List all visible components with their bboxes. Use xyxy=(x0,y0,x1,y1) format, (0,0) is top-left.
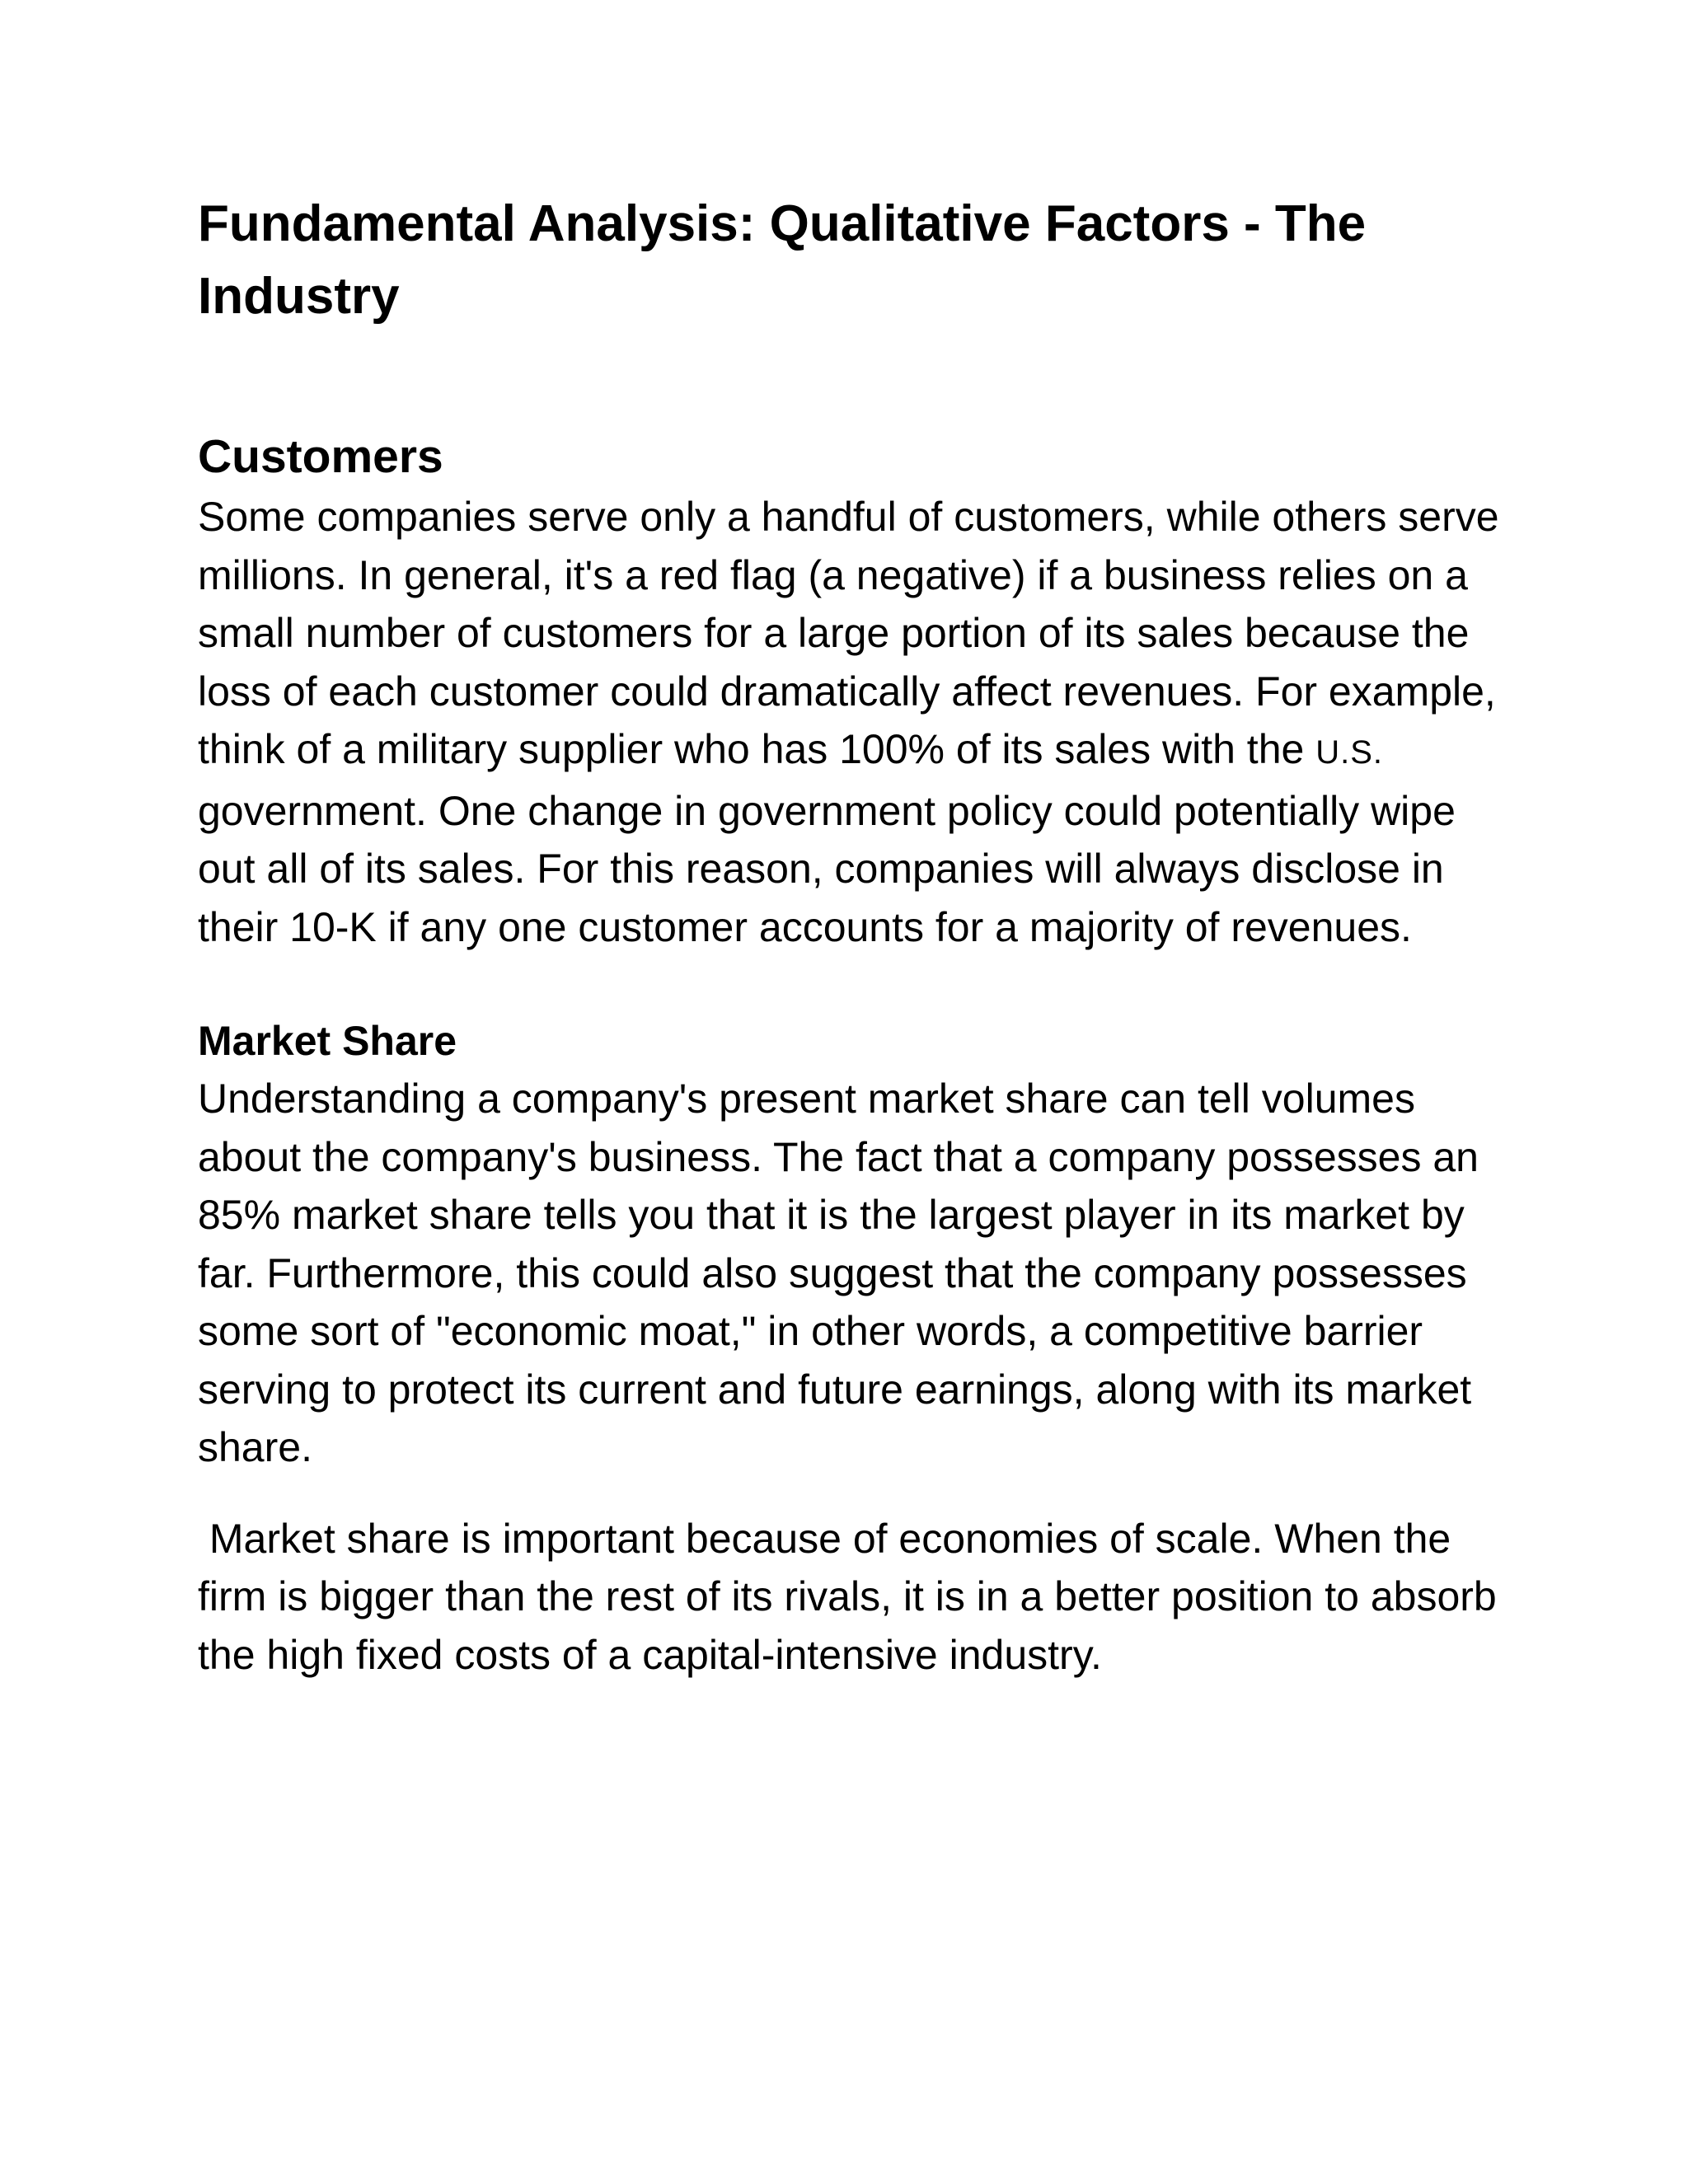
document-title: Fundamental Analysis: Qualitative Factors - The Industry xyxy=(198,195,1367,325)
abbreviation-us: U.S. xyxy=(1315,734,1383,771)
document-content xyxy=(198,188,1508,1684)
section-heading-market-share: Market Share xyxy=(198,1018,457,1064)
section-heading-customers: Customers xyxy=(198,430,443,483)
paragraph-customers xyxy=(198,488,1508,956)
paragraph-market-share-1: Understanding a company's present market share can tell volumes about the company's business. The fact that a company possesses an 85% market share tells you that it is the largest player in its market by far. Furthermore, this could also suggest that the company possesses some sort of "economic moat," in other words, a competitive barrier serving to protect its current and future earnings, along with its market share. xyxy=(198,1076,1479,1470)
paragraph-text: Some companies serve only a handful of customers, while others serve millions. In general, it's a red flag (a negative) if a business relies on a small number of customers for a large portion of its sales because the loss of each customer could dramatically affect revenues. For example, think of a military supplier who has 100% of its sales with the xyxy=(198,494,1499,772)
paragraph-text: government. One change in government policy could potentially wipe out all of its sales. For this reason, companies will always disclose in their 10-K if any one customer accounts for a majority of revenues. xyxy=(198,787,1456,950)
paragraph-market-share-2: Market share is important because of economies of scale. When the firm is bigger than the rest of its rivals, it is in a better position to absorb the high fixed costs of a capital-intensive industry. xyxy=(198,1515,1508,1678)
